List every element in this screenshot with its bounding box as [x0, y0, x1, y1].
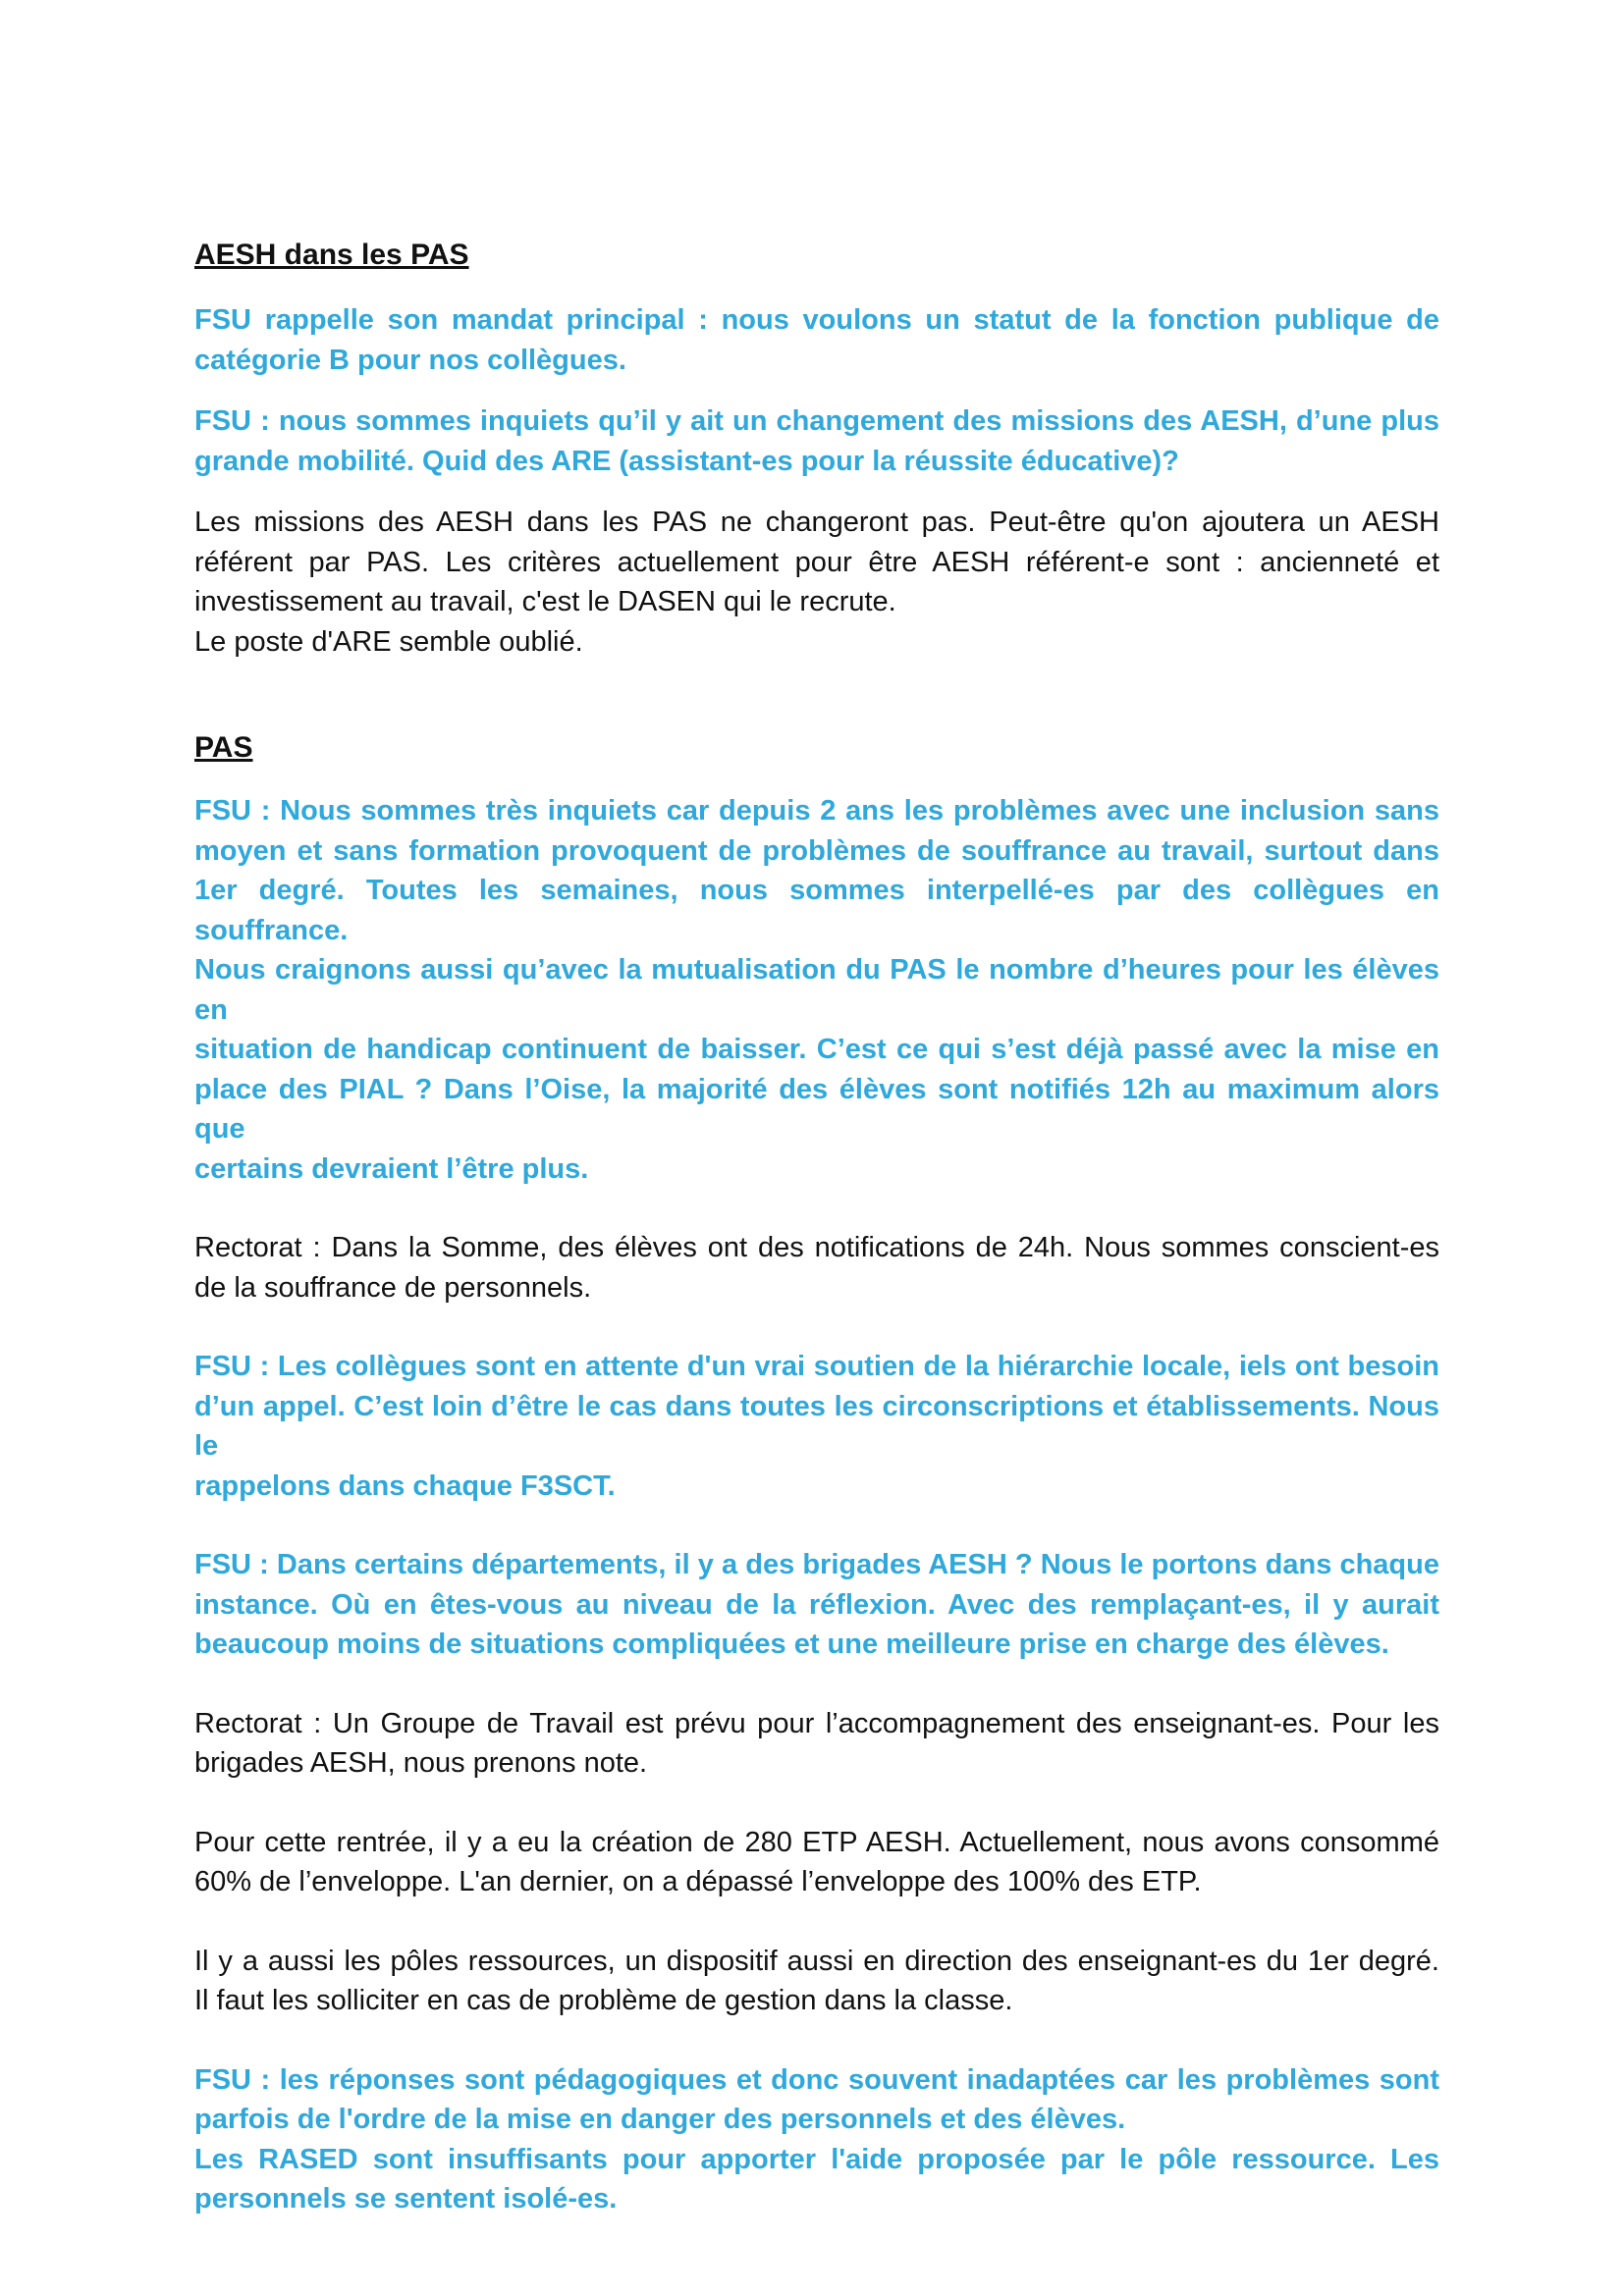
rectorat-paragraph-somme — [194, 1228, 1439, 1308]
text-line: Le poste d'ARE semble oublié. — [194, 625, 583, 658]
fsu-paragraph-inquiets — [194, 791, 1439, 1189]
text-line: FSU : Les collègues sont en attente d'un vrai soutien de la hiérarchie locale, iels ont besoin — [194, 1351, 1439, 1382]
section-title-pas: PAS — [194, 731, 253, 764]
text-line: FSU : Nous sommes très inquiets car depuis 2 ans les problèmes avec une inclusion sans — [194, 795, 1439, 827]
rectorat-paragraph-groupe-travail — [194, 1704, 1439, 1784]
text-line: situation de handicap continuent de baisser. C’est ce qui s’est déjà passé avec la mise en — [194, 1034, 1439, 1065]
text-line: moyen et sans formation provoquent de problèmes de souffrance au travail, surtout dans — [194, 834, 1439, 867]
text-line: Pour cette rentrée, il y a eu la création de 280 ETP AESH. Actuellement, nous avons consommé — [194, 1826, 1439, 1858]
section-title-aesh: AESH dans les PAS — [194, 239, 469, 271]
text-line: place des PIAL ? Dans l’Oise, la majorité des élèves sont notifiés 12h au maximum alors que — [194, 1073, 1439, 1145]
text-line: investissement au travail, c'est le DASEN qui le recrute. — [194, 586, 896, 617]
text-line: d’un appel. C’est loin d’être le cas dans toutes les circonscriptions et établissements. Nous le — [194, 1390, 1439, 1462]
text-line: Nous craignons aussi qu’avec la mutualisation du PAS le nombre d’heures pour les élèves en — [194, 954, 1439, 1026]
text-line: FSU : les réponses sont pédagogiques et donc souvent inadaptées car les problèmes sont — [194, 2063, 1439, 2096]
fsu-paragraph-reponses — [194, 2060, 1439, 2219]
rectorat-paragraph-poles — [194, 1942, 1439, 2021]
fsu-paragraph-missions — [194, 401, 1439, 481]
rectorat-paragraph-etp — [194, 1823, 1439, 1902]
fsu-paragraph-mandat — [194, 300, 1439, 380]
text-line: FSU : Dans certains départements, il y a des brigades AESH ? Nous le portons dans chaque — [194, 1549, 1439, 1580]
text-line: Rectorat : Dans la Somme, des élèves ont des notifications de 24h. Nous sommes conscient-es — [194, 1232, 1439, 1263]
text-line: de la souffrance de personnels. — [194, 1271, 592, 1304]
text-line: grande mobilité. Quid des ARE (assistant-es pour la réussite éducative)? — [194, 445, 1179, 477]
text-line: FSU : nous sommes inquiets qu’il y ait un changement des missions des AESH, d’une plus — [194, 405, 1439, 437]
text-line: Il y a aussi les pôles ressources, un dispositif aussi en direction des enseignant-es du 1er degré. — [194, 1945, 1439, 1977]
text-line: certains devraient l’être plus. — [194, 1152, 589, 1185]
text-line: catégorie B pour nos collègues. — [194, 344, 626, 376]
document-page — [194, 234, 1439, 2219]
fsu-paragraph-brigades — [194, 1545, 1439, 1665]
text-line: Les missions des AESH dans les PAS ne changeront pas. Peut-être qu'on ajoutera un AESH — [194, 507, 1439, 538]
text-line: parfois de l'ordre de la mise en danger des personnels et des élèves. — [194, 2104, 1126, 2135]
response-paragraph-missions — [194, 503, 1439, 662]
text-line: 60% de l’enveloppe. L'an dernier, on a dépassé l’enveloppe des 100% des ETP. — [194, 1866, 1202, 1897]
text-line: beaucoup moins de situations compliquées et une meilleure prise en charge des élèves. — [194, 1629, 1389, 1660]
text-line: brigades AESH, nous prenons note. — [194, 1747, 648, 1779]
fsu-paragraph-soutien — [194, 1347, 1439, 1506]
text-line: personnels se sentent isolé-es. — [194, 2183, 618, 2215]
text-line: instance. Où en êtes-vous au niveau de la réflexion. Avec des remplaçant-es, il y aurait — [194, 1588, 1439, 1621]
text-line: Rectorat : Un Groupe de Travail est prévu pour l’accompagnement des enseignant-es. Pour les — [194, 1707, 1439, 1739]
text-line: rappelons dans chaque F3SCT. — [194, 1469, 616, 1502]
text-line: Les RASED sont insuffisants pour apporter l'aide proposée par le pôle ressource. Les — [194, 2143, 1439, 2175]
text-line: 1er degré. Toutes les semaines, nous sommes interpellé-es par des collègues en souffrance. — [194, 875, 1439, 946]
text-line: référent par PAS. Les critères actuellement pour être AESH référent-e sont : ancienneté et — [194, 546, 1439, 578]
text-line: FSU rappelle son mandat principal : nous voulons un statut de la fonction publique de — [194, 304, 1439, 336]
text-line: Il faut les solliciter en cas de problème de gestion dans la classe. — [194, 1985, 1013, 2016]
